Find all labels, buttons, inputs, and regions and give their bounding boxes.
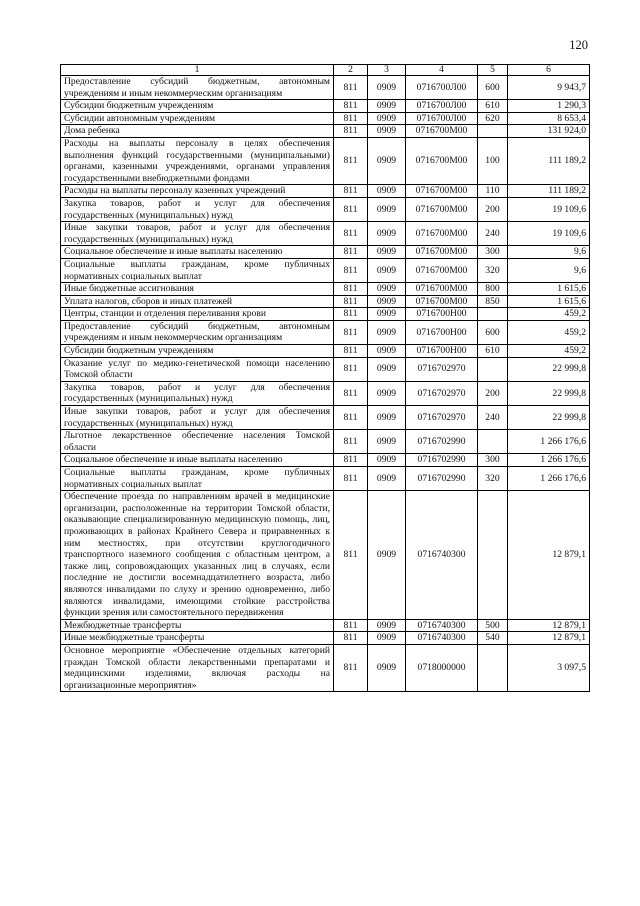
ministry-code-cell: 811 [334, 283, 368, 296]
amount-cell: 19 109,6 [508, 197, 590, 221]
amount-cell: 459,2 [508, 320, 590, 344]
amount-cell: 9,6 [508, 258, 590, 282]
expense-type-cell: 610 [478, 345, 508, 358]
article-code-cell: 0716702990 [406, 454, 478, 467]
section-code-cell: 0909 [368, 381, 406, 405]
article-code-cell: 0716702990 [406, 430, 478, 454]
section-code-cell: 0909 [368, 357, 406, 381]
table-row [61, 619, 590, 632]
article-code-cell: 0716702990 [406, 467, 478, 491]
section-code-cell: 0909 [368, 619, 406, 632]
table-row [61, 430, 590, 454]
amount-cell: 12 879,1 [508, 632, 590, 645]
section-code-cell: 0909 [368, 406, 406, 430]
ministry-code-cell: 811 [334, 258, 368, 282]
table-row [61, 381, 590, 405]
section-code-cell: 0909 [368, 197, 406, 221]
row-name-cell: Субсидии автономным учреждениям [61, 112, 334, 125]
article-code-cell: 0716702970 [406, 406, 478, 430]
section-code-cell: 0909 [368, 76, 406, 100]
section-code-cell: 0909 [368, 185, 406, 198]
article-code-cell: 0716700М00 [406, 283, 478, 296]
table-header [61, 65, 590, 76]
table-row [61, 406, 590, 430]
table-row [61, 308, 590, 321]
article-code-cell: 0716700М00 [406, 125, 478, 138]
row-name-cell: Социальные выплаты гражданам, кроме публичных нормативных социальных выплат [61, 467, 334, 491]
expense-type-cell: 320 [478, 258, 508, 282]
ministry-code-cell: 811 [334, 112, 368, 125]
section-code-cell: 0909 [368, 454, 406, 467]
ministry-code-cell: 811 [334, 100, 368, 113]
budget-table [60, 64, 590, 692]
amount-cell: 111 189,2 [508, 185, 590, 198]
row-name-cell: Основное мероприятие «Обеспечение отдельных категорий граждан Томской области лекарственными препаратами и медицинскими изделиями, включая расходы на организационные мероприятия» [61, 644, 334, 691]
amount-cell: 22 999,8 [508, 406, 590, 430]
row-name-cell: Социальное обеспечение и иные выплаты населению [61, 246, 334, 259]
ministry-code-cell: 811 [334, 137, 368, 184]
table-row [61, 491, 590, 620]
amount-cell: 459,2 [508, 345, 590, 358]
section-code-cell: 0909 [368, 246, 406, 259]
amount-cell: 22 999,8 [508, 357, 590, 381]
article-code-cell: 0716700М00 [406, 246, 478, 259]
row-name-cell: Оказание услуг по медико-генетической помощи населению Томской области [61, 357, 334, 381]
table-row [61, 76, 590, 100]
table-row [61, 357, 590, 381]
expense-type-cell [478, 357, 508, 381]
expense-type-cell: 200 [478, 381, 508, 405]
ministry-code-cell: 811 [334, 222, 368, 246]
table-row [61, 137, 590, 184]
section-code-cell: 0909 [368, 467, 406, 491]
article-code-cell: 0716740300 [406, 632, 478, 645]
table-row [61, 185, 590, 198]
section-code-cell: 0909 [368, 258, 406, 282]
ministry-code-cell: 811 [334, 406, 368, 430]
table-row [61, 100, 590, 113]
article-code-cell: 0716700Н00 [406, 345, 478, 358]
ministry-code-cell: 811 [334, 295, 368, 308]
amount-cell: 9,6 [508, 246, 590, 259]
expense-type-cell: 100 [478, 137, 508, 184]
expense-type-cell: 320 [478, 467, 508, 491]
expense-type-cell: 620 [478, 112, 508, 125]
expense-type-cell [478, 644, 508, 691]
expense-type-cell: 800 [478, 283, 508, 296]
article-code-cell: 0716700Л00 [406, 100, 478, 113]
table-row [61, 125, 590, 138]
section-code-cell: 0909 [368, 222, 406, 246]
ministry-code-cell: 811 [334, 125, 368, 138]
row-name-cell: Закупка товаров, работ и услуг для обеспечения государственных (муниципальных) нужд [61, 381, 334, 405]
expense-type-cell [478, 430, 508, 454]
amount-cell: 3 097,5 [508, 644, 590, 691]
section-code-cell: 0909 [368, 112, 406, 125]
row-name-cell: Социальные выплаты гражданам, кроме публичных нормативных социальных выплат [61, 258, 334, 282]
section-code-cell: 0909 [368, 491, 406, 620]
section-code-cell: 0909 [368, 345, 406, 358]
row-name-cell: Расходы на выплаты персоналу в целях обеспечения выполнения функций государственными (муниципальными) органами, казенными учреждениями, органами управления государственными внебюджетными фондами [61, 137, 334, 184]
row-name-cell: Уплата налогов, сборов и иных платежей [61, 295, 334, 308]
ministry-code-cell: 811 [334, 345, 368, 358]
ministry-code-cell: 811 [334, 644, 368, 691]
section-code-cell: 0909 [368, 295, 406, 308]
expense-type-cell: 240 [478, 406, 508, 430]
row-name-cell: Центры, станции и отделения переливания крови [61, 308, 334, 321]
article-code-cell: 0716700М00 [406, 222, 478, 246]
section-code-cell: 0909 [368, 632, 406, 645]
row-name-cell: Межбюджетные трансферты [61, 619, 334, 632]
amount-cell: 1 266 176,6 [508, 467, 590, 491]
expense-type-cell: 300 [478, 454, 508, 467]
header-cell: 3 [368, 65, 406, 76]
amount-cell: 1 615,6 [508, 295, 590, 308]
amount-cell: 1 615,6 [508, 283, 590, 296]
row-name-cell: Иные закупки товаров, работ и услуг для обеспечения государственных (муниципальных) нужд [61, 406, 334, 430]
ministry-code-cell: 811 [334, 357, 368, 381]
table-row [61, 283, 590, 296]
ministry-code-cell: 811 [334, 467, 368, 491]
article-code-cell: 0716702970 [406, 381, 478, 405]
article-code-cell: 0716700М00 [406, 185, 478, 198]
page-number: 120 [569, 38, 588, 52]
article-code-cell: 0716700Л00 [406, 76, 478, 100]
article-code-cell: 0716700М00 [406, 137, 478, 184]
row-name-cell: Иные бюджетные ассигнования [61, 283, 334, 296]
expense-type-cell: 110 [478, 185, 508, 198]
row-name-cell: Социальное обеспечение и иные выплаты населению [61, 454, 334, 467]
amount-cell: 1 266 176,6 [508, 430, 590, 454]
section-code-cell: 0909 [368, 430, 406, 454]
ministry-code-cell: 811 [334, 246, 368, 259]
article-code-cell: 0716700М00 [406, 258, 478, 282]
amount-cell: 12 879,1 [508, 619, 590, 632]
expense-type-cell: 600 [478, 76, 508, 100]
ministry-code-cell: 811 [334, 632, 368, 645]
header-row [61, 65, 590, 76]
ministry-code-cell: 811 [334, 308, 368, 321]
row-name-cell: Предоставление субсидий бюджетным, автономным учреждениям и иным некоммерческим организациям [61, 320, 334, 344]
section-code-cell: 0909 [368, 644, 406, 691]
expense-type-cell: 600 [478, 320, 508, 344]
table-body [61, 76, 590, 692]
ministry-code-cell: 811 [334, 185, 368, 198]
article-code-cell: 0716700М00 [406, 295, 478, 308]
expense-type-cell: 500 [478, 619, 508, 632]
expense-type-cell [478, 491, 508, 620]
article-code-cell: 0716740300 [406, 491, 478, 620]
expense-type-cell: 240 [478, 222, 508, 246]
header-cell: 4 [406, 65, 478, 76]
expense-type-cell: 300 [478, 246, 508, 259]
header-cell: 2 [334, 65, 368, 76]
row-name-cell: Обеспечение проезда по направлениям врачей в медицинские организации, расположенные на территории Томской области, оказывающие специализированную медицинскую помощь, лиц, проживающих в районах Крайнего Севера и приравненных к ним местностях, при отсутствии круглогодичного транспортного наземного сообщения с областным центром, а также лиц, сопровождающих указанных лиц в случаях, если последние не достигли восемнадцатилетнего возраста, либо являются инвалидами по слуху и зрению одновременно, либо являются инвалидами, имеющими стойкие расстройства функции зрения или самостоятельного передвижения [61, 491, 334, 620]
header-cell: 1 [61, 65, 334, 76]
section-code-cell: 0909 [368, 283, 406, 296]
table-row [61, 295, 590, 308]
amount-cell: 9 943,7 [508, 76, 590, 100]
row-name-cell: Закупка товаров, работ и услуг для обеспечения государственных (муниципальных) нужд [61, 197, 334, 221]
table-row [61, 467, 590, 491]
section-code-cell: 0909 [368, 308, 406, 321]
amount-cell: 8 653,4 [508, 112, 590, 125]
ministry-code-cell: 811 [334, 430, 368, 454]
amount-cell: 19 109,6 [508, 222, 590, 246]
table-row [61, 258, 590, 282]
header-cell: 5 [478, 65, 508, 76]
amount-cell: 12 879,1 [508, 491, 590, 620]
amount-cell: 1 290,3 [508, 100, 590, 113]
ministry-code-cell: 811 [334, 381, 368, 405]
article-code-cell: 0716700Н00 [406, 320, 478, 344]
table-row [61, 320, 590, 344]
ministry-code-cell: 811 [334, 320, 368, 344]
section-code-cell: 0909 [368, 137, 406, 184]
table-row [61, 222, 590, 246]
article-code-cell: 0716700Л00 [406, 112, 478, 125]
expense-type-cell: 200 [478, 197, 508, 221]
row-name-cell: Льготное лекарственное обеспечение населения Томской области [61, 430, 334, 454]
table-row [61, 632, 590, 645]
article-code-cell: 0716702970 [406, 357, 478, 381]
article-code-cell: 0716740300 [406, 619, 478, 632]
expense-type-cell: 610 [478, 100, 508, 113]
row-name-cell: Иные закупки товаров, работ и услуг для обеспечения государственных (муниципальных) нужд [61, 222, 334, 246]
amount-cell: 1 266 176,6 [508, 454, 590, 467]
row-name-cell: Субсидии бюджетным учреждениям [61, 100, 334, 113]
article-code-cell: 0716700М00 [406, 197, 478, 221]
row-name-cell: Иные межбюджетные трансферты [61, 632, 334, 645]
article-code-cell: 0718000000 [406, 644, 478, 691]
section-code-cell: 0909 [368, 100, 406, 113]
article-code-cell: 0716700Н00 [406, 308, 478, 321]
row-name-cell: Расходы на выплаты персоналу казенных учреждений [61, 185, 334, 198]
section-code-cell: 0909 [368, 320, 406, 344]
row-name-cell: Субсидии бюджетным учреждениям [61, 345, 334, 358]
expense-type-cell [478, 308, 508, 321]
expense-type-cell: 850 [478, 295, 508, 308]
amount-cell: 111 189,2 [508, 137, 590, 184]
table-row [61, 112, 590, 125]
table-row [61, 246, 590, 259]
row-name-cell: Предоставление субсидий бюджетным, автономным учреждениям и иным некоммерческим организациям [61, 76, 334, 100]
ministry-code-cell: 811 [334, 491, 368, 620]
section-code-cell: 0909 [368, 125, 406, 138]
table-row [61, 644, 590, 691]
table-row [61, 345, 590, 358]
ministry-code-cell: 811 [334, 76, 368, 100]
amount-cell: 22 999,8 [508, 381, 590, 405]
ministry-code-cell: 811 [334, 197, 368, 221]
expense-type-cell [478, 125, 508, 138]
row-name-cell: Дома ребенка [61, 125, 334, 138]
expense-type-cell: 540 [478, 632, 508, 645]
ministry-code-cell: 811 [334, 619, 368, 632]
header-cell: 6 [508, 65, 590, 76]
table-row [61, 454, 590, 467]
ministry-code-cell: 811 [334, 454, 368, 467]
amount-cell: 131 924,0 [508, 125, 590, 138]
amount-cell: 459,2 [508, 308, 590, 321]
table-row [61, 197, 590, 221]
